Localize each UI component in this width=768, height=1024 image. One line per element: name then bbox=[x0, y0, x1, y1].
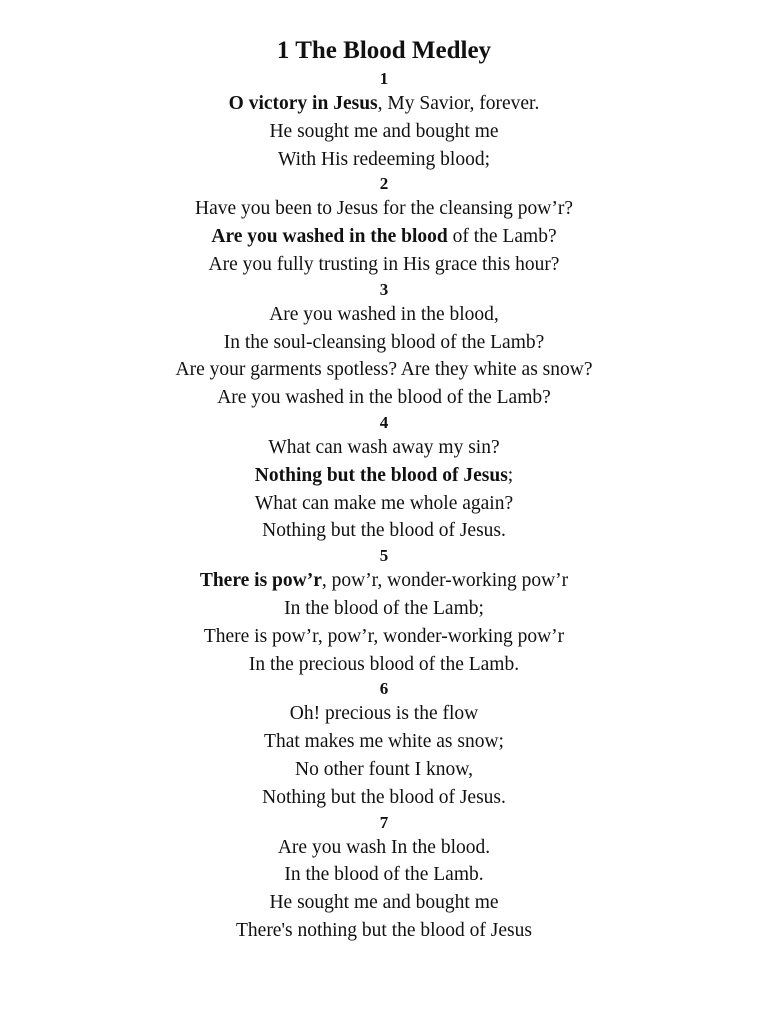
verse-line bbox=[0, 728, 768, 756]
line-text: Nothing but the blood of Jesus. bbox=[262, 520, 506, 542]
line-text: In the soul-cleansing blood of the Lamb? bbox=[223, 331, 545, 353]
line-text: , My Savior, forever. bbox=[377, 93, 540, 114]
verse-line bbox=[0, 356, 768, 384]
verse-1 bbox=[0, 68, 768, 173]
line-text: Are you washed in the blood, bbox=[269, 303, 499, 325]
verse-line bbox=[0, 90, 768, 118]
line-text: Are you wash In the blood. bbox=[277, 836, 491, 858]
verse-line bbox=[0, 195, 768, 223]
verse-4 bbox=[0, 412, 768, 545]
verse-line bbox=[0, 434, 768, 462]
verse-line bbox=[0, 595, 768, 623]
line-text: No other fount I know, bbox=[295, 758, 473, 780]
line-text: In the blood of the Lamb. bbox=[284, 864, 484, 886]
line-text: With His redeeming blood; bbox=[277, 148, 491, 170]
verse-line bbox=[0, 651, 768, 679]
bold-phrase: Are you washed in the blood bbox=[211, 226, 448, 248]
verse-line bbox=[0, 756, 768, 784]
verse-line bbox=[0, 784, 768, 812]
line-text: In the precious blood of the Lamb. bbox=[248, 653, 520, 675]
verse-7 bbox=[0, 812, 768, 945]
verse-line bbox=[0, 251, 768, 279]
verse-line bbox=[0, 567, 768, 595]
hymn-page bbox=[0, 33, 768, 945]
bold-phrase: O victory in Jesus bbox=[228, 93, 378, 114]
verse-3 bbox=[0, 279, 768, 412]
line-text: Are your garments spotless? Are they white as snow? bbox=[175, 359, 593, 381]
verse-line bbox=[0, 301, 768, 329]
document-title: 1 The Blood Medley bbox=[276, 37, 492, 64]
verse-line bbox=[0, 118, 768, 146]
line-text: Are you washed in the blood of the Lamb? bbox=[217, 387, 551, 409]
bold-phrase: There is pow’r bbox=[199, 570, 322, 592]
verse-line bbox=[0, 623, 768, 651]
verse-number: 3 bbox=[379, 279, 389, 299]
verse-line bbox=[0, 329, 768, 357]
verse-line bbox=[0, 700, 768, 728]
verse-line bbox=[0, 834, 768, 862]
line-text: of the Lamb? bbox=[447, 226, 557, 248]
verse-number: 6 bbox=[379, 679, 389, 699]
verse-line bbox=[0, 889, 768, 917]
line-text: Nothing but the blood of Jesus. bbox=[262, 786, 506, 808]
line-text: , pow’r, wonder-working pow’r bbox=[321, 570, 569, 592]
verse-number: 5 bbox=[379, 546, 389, 566]
line-text: Are you fully trusting in His grace this hour? bbox=[208, 253, 560, 275]
verse-line bbox=[0, 384, 768, 412]
line-text: Have you been to Jesus for the cleansing pow’r? bbox=[195, 198, 573, 220]
line-text: ; bbox=[507, 464, 514, 486]
line-text: There is pow’r, pow’r, wonder-working pow’r bbox=[203, 625, 565, 647]
verse-number: 7 bbox=[379, 812, 389, 832]
verse-line bbox=[0, 462, 768, 490]
line-text: He sought me and bought me bbox=[269, 120, 499, 142]
line-text: There's nothing but the blood of Jesus bbox=[236, 919, 532, 941]
line-text: That makes me white as snow; bbox=[264, 731, 504, 753]
line-text: Oh! precious is the flow bbox=[289, 703, 479, 725]
verse-number: 2 bbox=[379, 174, 389, 194]
verse-2 bbox=[0, 173, 768, 278]
line-text: He sought me and bought me bbox=[269, 892, 499, 914]
line-text: What can wash away my sin? bbox=[268, 436, 500, 458]
verse-line bbox=[0, 223, 768, 251]
verse-line bbox=[0, 517, 768, 545]
verse-number: 4 bbox=[379, 412, 389, 432]
verse-line bbox=[0, 146, 768, 174]
verse-line bbox=[0, 861, 768, 889]
bold-phrase: Nothing but the blood of Jesus bbox=[254, 464, 508, 486]
verse-line bbox=[0, 917, 768, 945]
line-text: What can make me whole again? bbox=[254, 492, 514, 514]
verse-5 bbox=[0, 545, 768, 678]
verse-number: 1 bbox=[379, 69, 389, 88]
verse-6 bbox=[0, 678, 768, 811]
verse-line bbox=[0, 490, 768, 518]
line-text: In the blood of the Lamb; bbox=[284, 597, 484, 619]
